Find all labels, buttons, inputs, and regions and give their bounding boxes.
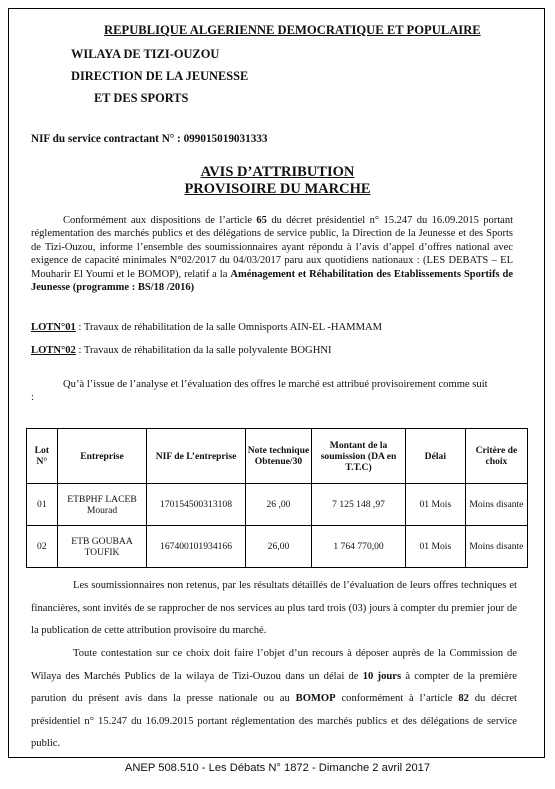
intro-text-1: Conformément aux dispositions de l’article <box>63 215 257 226</box>
non-retained-text: Les soumissionnaires non retenus, par les résultats détaillés de l’évaluation de leurs offres techniques et financières, sont invités de se rapprocher de nos services au plus tard trois (03) jours à compter du premier jour de la publication de cette attribution provisoire du marché. <box>31 580 517 636</box>
lot-2-label: LOTN°02 <box>31 345 76 356</box>
intro-text-2: du décret présidentiel n° 15.247 du 16.09.2015 portant réglementation des marchés publics et des délégations de service public, la Direction de la Jeunesse et des Sports de Tizi-Ouzou, informe l’ensemble des soumissionnaires ayant répondu à l’avis d’appel d’offres national avec exigence de capacité minimales N°02/2017 du 04/03/2017 paru aux quotidiens nationaux : (LES DEBATS – EL Mouharir El Youmi et le BOMOP), relatif a la <box>31 215 513 280</box>
nif-line: NIF du service contractant N° : 099015019031333 <box>31 133 268 145</box>
republic-heading: REPUBLIQUE ALGERIENNE DEMOCRATIQUE ET POPULAIRE <box>104 23 481 37</box>
cell-montant: 1 764 770,00 <box>312 526 406 568</box>
table-row <box>27 484 528 526</box>
intro-program: Aménagement et Réhabilitation des Etablissements Sportifs de Jeunesse (programme : BS/18 /2016) <box>31 268 513 294</box>
cell-delai: 01 Mois <box>405 526 465 568</box>
table-row <box>27 526 528 568</box>
intro-article: 65 <box>256 215 267 226</box>
col-entreprise: Entreprise <box>57 429 147 484</box>
cell-lot: 01 <box>27 484 58 526</box>
contest-days: 10 jours <box>362 670 402 682</box>
cell-note: 26,00 <box>245 526 312 568</box>
table-header-row <box>27 429 528 484</box>
col-delai: Délai <box>405 429 465 484</box>
cell-critere: Moins disante <box>465 526 527 568</box>
wilaya-heading: WILAYA DE TIZI-OUZOU <box>71 47 220 61</box>
contest-bomop: BOMOP <box>295 693 336 704</box>
contest-text-4: du décret présidentiel n° 15.247 du 16.09.2015 portant réglementation des marchés publics et des délégations de service public. <box>31 693 517 749</box>
issue-text: Qu’à l’issue de l’analyse et l’évaluation des offres le marché est attribué provisoirement comme suit : <box>31 379 488 403</box>
notice-page <box>8 8 545 758</box>
lot-1-text: : Travaux de réhabilitation de la salle Omnisports AIN-EL -HAMMAM <box>78 322 383 333</box>
cell-nif: 167400101934166 <box>147 526 245 568</box>
direction-heading-2: ET DES SPORTS <box>94 91 189 105</box>
contest-text-3: conformément à l’article <box>335 693 459 704</box>
lot-2-text: : Travaux de réhabilitation da la salle polyvalente BOGHNI <box>78 345 332 356</box>
publication-footer: ANEP 508.510 - Les Débats N° 1872 - Dimanche 2 avril 2017 <box>124 762 431 774</box>
cell-entreprise: ETBPHF LACEB Mourad <box>57 484 147 526</box>
lot-2 <box>31 345 332 356</box>
non-retained-paragraph <box>31 575 517 643</box>
col-nif: NIF de L’entreprise <box>147 429 245 484</box>
contest-text-1: Toute contestation sur ce choix doit faire l’objet d’un recours à déposer auprès de la Commission de Wilaya des Marchés Publics de la wilaya de Tizi-Ouzou dans un délai de <box>31 648 517 682</box>
notice-title: AVIS D’ATTRIBUTION <box>200 164 355 180</box>
cell-entreprise: ETB GOUBAA TOUFIK <box>57 526 147 568</box>
cell-lot: 02 <box>27 526 58 568</box>
contest-article: 82 <box>458 693 469 704</box>
col-note: Note technique Obtenue/30 <box>245 429 312 484</box>
lot-1-label: LOTN°01 <box>31 322 76 333</box>
intro-paragraph <box>31 214 513 294</box>
cell-nif: 170154500313108 <box>147 484 245 526</box>
col-lot: Lot N° <box>27 429 58 484</box>
col-montant: Montant de la soumission (DA en T.T.C) <box>312 429 406 484</box>
issue-paragraph <box>31 378 491 404</box>
cell-critere: Moins disante <box>465 484 527 526</box>
contest-paragraph <box>31 643 517 756</box>
cell-montant: 7 125 148 ,97 <box>312 484 406 526</box>
direction-heading: DIRECTION DE LA JEUNESSE <box>71 69 249 83</box>
cell-delai: 01 Mois <box>405 484 465 526</box>
cell-note: 26 ,00 <box>245 484 312 526</box>
notice-subtitle: PROVISOIRE DU MARCHE <box>184 181 371 197</box>
lot-1 <box>31 322 382 333</box>
col-critere: Critère de choix <box>465 429 527 484</box>
awards-table <box>26 428 528 568</box>
contest-text-2: à compter de la première parution du présent avis dans la presse nationale ou au <box>31 670 517 704</box>
